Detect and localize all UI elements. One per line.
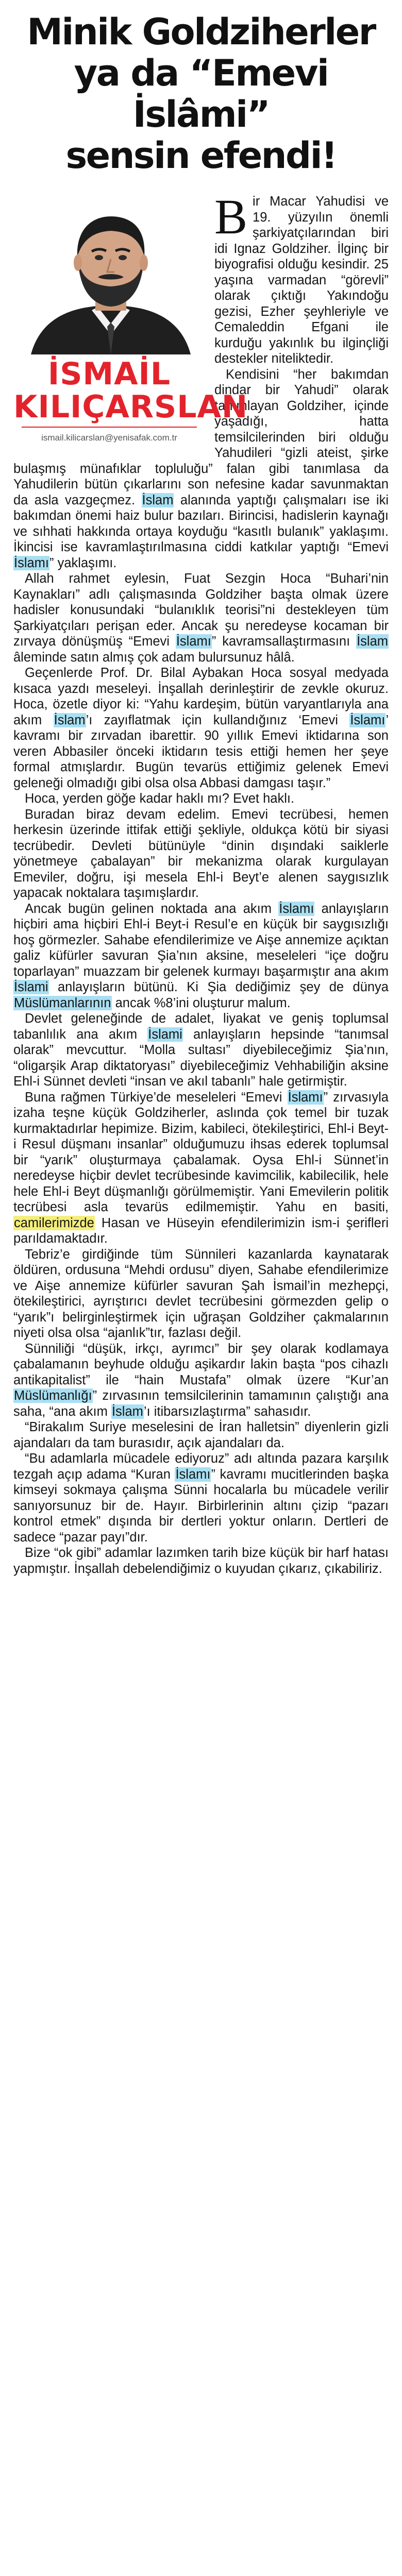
- highlighted-term: İslam: [357, 634, 389, 649]
- paragraph-12: [13, 1451, 389, 1545]
- paragraph-text: Devlet geleneğinde de adalet, liyakat ve geniş toplumsal tabanlılık ana akım: [13, 1011, 389, 1042]
- paragraph-text: Kendisini “her bakımdan dindar bir Yahudi” olarak tanımlayan Goldziher, içinde yaşadığı, hatta temsilcilerinden biri olduğu Yahudileri “gizli ateist, şirke bulaşmış münafıklar topluluğu” falan gibi tanımlasa da Yahudilerin bütün çıkarlarını son nefesine kadar savunmaktan da asla vazgeçmez.: [13, 367, 389, 507]
- paragraph-text: ” kavramsallaştırmasını: [211, 634, 357, 649]
- paragraph-text: Buna rağmen Türkiye’de meseleleri “Emevi: [25, 1090, 288, 1105]
- paragraph-text: Hasan ve Hüseyin efendilerimizin ism-i şerifleri parıldamaktadır.: [13, 1215, 389, 1246]
- paragraph-text: anlayışların hepsinde “tanımsal olarak” mevcuttur. “Molla sultası” diyebileceğimiz Şia’nın, “oligarşik Arap diktatoryası” diyebileceğimiz Vehhabiliğin aksine Ehl-i Sünnet devleti “insan ve akıl tabanlı” hale getirmiştir.: [13, 1027, 389, 1089]
- columnist-portrait: [26, 200, 196, 354]
- paragraph-3: [13, 665, 389, 791]
- columnist-block: [13, 194, 248, 451]
- paragraph-text: Buradan biraz devam edelim. Emevi tecrübesi, hemen herkesin üzerinde ittifak ettiği şekliyle, oldukça kötü bir siyasi tecrübedir. Devleti bütünüyle “dinin dışındaki saiklerle yönetmeye çabalayan” bir mekanizma olarak kurgulayan Emeviler, doğru, işi mesela Ehl-i Beyt’e alenen saygısızlık yapacak noktalara taşımışlardır.: [13, 807, 389, 900]
- highlighted-term: İslamı: [288, 1090, 323, 1105]
- paragraph-9: [13, 1247, 389, 1341]
- paragraph-8: [13, 1090, 389, 1247]
- paragraph-text: Sünniliği “düşük, irkçı, ayrımcı” bir şey olarak kodlamaya çabalamanın beyhude olduğu aşikardır lakin başta “pos cihazlı antikapitalist” ile “hain Mustafa” olmak üzere “Kur’an: [13, 1341, 389, 1387]
- paragraph-text: ” zırvasının temsilcilerinin tamamının çalıştığı ana saha, “ana akım: [13, 1388, 389, 1419]
- paragraph-text: Ancak bugün gelinen noktada ana akım: [25, 901, 279, 916]
- highlighted-term: İslamı: [176, 634, 211, 649]
- paragraph-2: [13, 571, 389, 665]
- columnist-last-name: KILIÇARSLAN: [13, 389, 248, 425]
- paragraph-10: [13, 1341, 389, 1420]
- headline-line-1: Minik Goldziherler: [27, 11, 375, 53]
- highlighted-term: Müslümanlarının: [14, 995, 111, 1010]
- drop-cap: B: [214, 189, 248, 244]
- highlighted-term: İslamı: [350, 713, 386, 727]
- highlighted-term: İslamı: [175, 1467, 211, 1482]
- columnist-first-name: İSMAİL: [47, 356, 171, 392]
- highlighted-term: İslami: [14, 980, 48, 994]
- paragraph-text: “Bu adamlarla mücadele ediyoruz” adı altında pazara karşılık tezgah açıp adama “Kuran: [13, 1451, 389, 1482]
- highlighted-term: İslam: [54, 713, 86, 727]
- name-divider: [22, 427, 197, 428]
- paragraph-text: ” zırvasıyla izaha teşne küçük Goldziherler, aslında çok temel bir tuzak kurmaktadırlar hepimize. Bizim, kabileci, ötekileştirici, Ehl-i Beyt-i Resul düşmanı insanlar” olduğumuzu ihsas ederek toplumsal bir “yarık” oluşturmaya çabalamak. Oysa Ehl-i Sünnet’in neredeyse hiçbir devlet tecrübesinde kavimcilik, kabilecilik, hele hele Ehl-i Beyt düşmanlığı görülmemiştir. Yani Emevilerin politik tecrübesi asla tevarüs edilmemiştir. Yahu en basiti,: [13, 1090, 389, 1214]
- paragraph-text: ” yaklaşımı.: [49, 555, 117, 570]
- paragraph-7: [13, 1011, 389, 1090]
- paragraph-text: ancak %8’ini oluşturur malum.: [111, 995, 291, 1010]
- paragraph-text: ’ı zayıflatmak için kullandığınız ‘Emevi: [86, 713, 350, 727]
- paragraph-text: Tebriz’e girdiğinde tüm Sünnileri kazanlarda kaynatarak öldüren, ordusuna “Mehdi ordusu” diyen, Sahabe efendilerimize ve Aişe annemize küfürler savuran Şah İsmail’in mezhepçi, ötekileştirici, ayrıştırıcı devlet tecrübesini görmezden gelip o “yarık”ı belirginleştirmek için uğraşan Goldziher çakmalarının niyeti olsa olsa “ajanlık”tır, fazlası değil.: [13, 1247, 389, 1340]
- highlighted-term: İslamı: [14, 555, 49, 570]
- headline-line-2: ya da “Emevi İslâmi”: [74, 52, 328, 135]
- highlighted-term: İslamı: [279, 901, 314, 916]
- highlighted-term: İslami: [148, 1027, 182, 1042]
- highlighted-term: camilerimizde: [14, 1215, 94, 1230]
- paragraph-5: [13, 807, 389, 901]
- paragraph-6: [13, 901, 389, 1011]
- headline-line-3: sensin efendi!: [65, 134, 337, 177]
- highlighted-term: İslam: [142, 493, 174, 507]
- paragraph-text: ’ kavramı bir zırvadan ibarettir. 90 yıllık Emevi iktidarına son veren Abbasiler önceki iktidarın tesis ettiği hemen her şeye formal atmışlardır. Bugün tevarüs ettiğimiz gelenek Emevi geleneği olmadığı gibi olsa olsa Abbasi damgası taşır.”: [13, 713, 389, 790]
- highlighted-term: Müslümanlığı: [14, 1388, 92, 1403]
- paragraph-text: anlayışların hiçbiri ama hiçbiri Ehl-i Beyt-i Resul’e en küçük bir saygısızlığı hoş görmezler. Sahabe efendilerimize ve Aişe annemize açıktan galiz küfürler savuran Şia’nın aksine, meseleleri “içe doğru toparlayan” muazzam bir gelenek kurmayı başarmıştır ana akım: [13, 901, 389, 979]
- paragraph-11: “Birakalım Suriye meselesini de İran halletsin” diyenlerin gizli ajandaları da tam burasıdır, açık ajandaları da.: [13, 1420, 389, 1450]
- columnist-email[interactable]: ismail.kilicarslan@yenisafak.com.tr: [41, 433, 177, 443]
- paragraph-text: ir Macar Yahudisi ve 19. yüzyılın önemli şarkiyatçılarından biri idi Ignaz Goldziher. İlginç bir biyografisi olduğu kesindir. 25 yaşına varmadan “görevli” olarak çıktığı Yakındoğu gezisi, Ezher şeyhleriyle ve Cemaleddin Efgani ile kurduğu yakınlık bu ilginçliği destekler niteliktedir.: [214, 194, 389, 366]
- paragraph-text: ’ı itibarsızlaştırma” sahasıdır.: [143, 1404, 311, 1419]
- paragraph-4: Hoca, yerden göğe kadar haklı mı? Evet haklı.: [25, 791, 295, 806]
- column-body: [13, 189, 389, 1577]
- paragraph-text: anlayışların bütünü. Ki Şia dediğimiz şey de dünya: [48, 980, 389, 994]
- paragraph-text: alanında yaptığı çalışmaları ise iki bakımdan önemi haiz bulur bazıları. Birincisi, hadislerin kaynağı ve sıhhati hakkında ortaya koyduğu “kasıtlı bulanık” yaklaşımı. İkincisi ise kavramlaştırılmasına ciddi katkılar yaptığı “Emevi: [13, 493, 389, 554]
- paragraph-text: âleminde satın almış çok adam bulursunuz hâlâ.: [13, 650, 295, 665]
- paragraph-13: Bize “ok gibi” adamlar lazımken tarih bize küçük bir harf hatası yapmıştır. İnşallah debelendiğimiz o kuyudan çıkarız, çıkabiliriz.: [13, 1546, 389, 1576]
- paragraph-text: ” kavramı mucitlerinden başka kimseyi sokmaya çalışma Sünni hocalarla bu mücadele verilir sanıyorsunuz bir de. Hayır. Birbirlerinin altını çizip “pazarı kontrol etmek” dışında bir dertleri yoktur onların. Dertleri de sadece “pazar payı”dır.: [13, 1467, 389, 1545]
- highlighted-term: İslam: [111, 1404, 143, 1419]
- column-headline: [13, 11, 389, 176]
- columnist-name-block: [13, 356, 248, 443]
- paragraph-text: Geçenlerde Prof. Dr. Bilal Aybakan Hoca sosyal medyada kısaca yazdı meseleyi. İnşallah derinleştirir de zevkle okuruz. Hoca, özetle diyor ki: “Yahu kardeşim, bütün varyantlarıyla ana akım: [13, 666, 389, 727]
- paragraph-text: Allah rahmet eylesin, Fuat Sezgin Hoca “Buhari’nin Kaynakları” adlı çalışmasında Goldziher başta olmak üzere hadisler konusundaki “bulanıklık teorisi”ni destekleyen tüm Şarkiyatçıları perişan eder. Ancak şu neredeyse kocaman bir zırvaya dönüşmüş “Emevi: [13, 571, 389, 649]
